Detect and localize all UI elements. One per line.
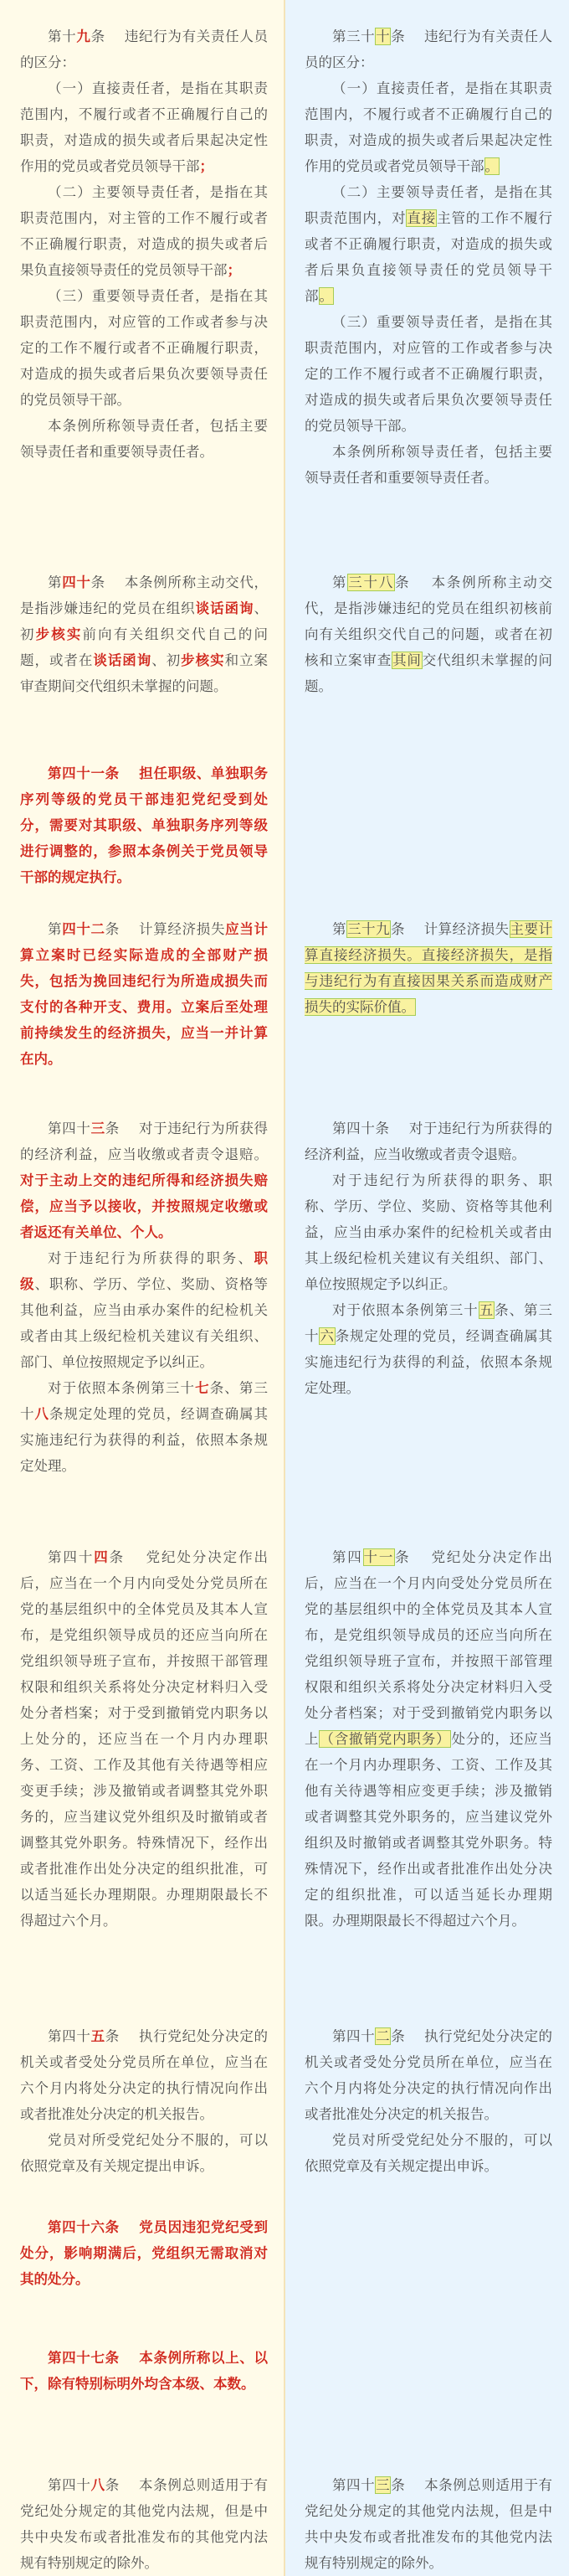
right-article-block [305,2023,552,2179]
article-paragraph [305,1544,552,1934]
left-article-block [20,760,268,890]
changed-text: 步核实 [35,626,83,642]
right-article-block [305,569,552,699]
text-segment: 第四十 [332,2477,376,2493]
text-segment: 条规定处理的党员，经调查确属其实施违纪行为获得的利益，依照本条规定处理。 [305,1328,552,1396]
text-segment: 条 对于违纪行为所获得的经济利益，应当收缴或者责令退赔。 [20,1121,269,1162]
changed-text: 三 [90,1121,105,1136]
highlighted-text: 三 [376,2477,391,2493]
text-segment: 对于依照本条例第三十 [48,1380,196,1396]
changed-text: 步核实 [181,652,225,668]
changed-text: 第四十一条 担任职级、单独职务序列等级的党员干部违犯党纪受到处分，需要对其职级、单独职务序列等级进行调整的，参照本条例关于党员领导干部的规定执行。 [20,765,268,885]
text-segment: 第四十 [48,1121,91,1136]
text-segment: 条 党纪处分决定作出后，应当在一个月内向受处分党员所在党的基层组织中的全体党员及其本人宣布，是党组织领导成员的还应当向所在党组织领导班子宣布，并按照干部管理权限和组织关系将处分决定材料归入受处分者档案；对于受到撤销党内职务以上 [305,1549,553,1747]
text-segment: 条 本条例总则适用于有党纪处分规定的其他党内法规，但是中共中央发布或者批准发布的其他党内法规有特别规定的除外。 [20,2477,269,2571]
text-segment: 条 违纪行为有关责任人员的区分： [20,28,269,70]
text-segment: 条 违纪行为有关责任人员的区分： [305,28,553,70]
changed-text: 八 [90,2477,105,2493]
article-paragraph [305,2472,552,2576]
changed-text: 第四十六条 党员因违犯党纪受到处分，影响期满后，党组织无需取消对其的处分。 [20,2219,268,2287]
text-segment: 第三十 [332,28,376,44]
right-article-block [305,23,552,491]
changed-text: ； [227,262,241,278]
changed-text: 四 [94,1549,110,1565]
text-segment: 、初 [20,600,268,642]
article-paragraph [20,283,268,413]
text-segment: 条规定处理的党员，经调查确属其实施违纪行为获得的利益，依照本条规定处理。 [20,1406,268,1474]
text-segment: 条 本条例所称主动交代，是指涉嫌违纪的党员在组织 [20,574,269,616]
text-segment: 前向有关组织交代自己的问题，或者在 [20,626,269,668]
article-paragraph [20,413,268,465]
changed-text: 谈话函询 [93,652,152,668]
left-article-block [20,1115,268,1479]
text-segment: 党员对所受党纪处分不服的，可以依照党章及有关规定提出申诉。 [20,2132,268,2174]
text-segment: 条 党纪处分决定作出后，应当在一个月内向受处分党员所在党的基层组织中的全体党员及其本人宣布，是党组织领导成员的还应当向所在党组织领导班子宣布，并按照干部管理权限和组织关系将处分决定材料归入受处分者档案；对于受到撤销党内职务以上处分的，还应当在一个月内办理职务、工资、工作及其他有关待遇等相应变更手续；涉及撤销或者调整其党外职务的，应当建议党外组织及时撤销或者调整其党外职务。特殊情况下，经作出或者批准作出处分决定的组织批准，可以适当延长办理期限。办理期限最长不得超过六个月。 [20,1549,269,1929]
text-segment: 条 计算经济损失 [105,921,226,937]
text-segment: （二）主要领导责任者，是指在其职责范围内，对 [305,184,552,226]
changed-text: 四十二 [62,921,105,937]
changed-text: 四十 [62,574,91,590]
text-segment: 交代组织未掌握的问题。 [305,652,552,694]
text-segment: （三）重要领导责任者，是指在其职责范围内，对应管的工作或者参与决定的工作不履行或者不正确履行职责，对造成的损失或者后果负次要领导责任的党员领导干部。 [305,314,552,434]
highlighted-text: 十 [376,28,391,44]
article-paragraph [305,1167,552,1297]
text-segment: 第 [48,921,63,937]
changed-text: 八 [34,1406,49,1422]
article-paragraph [305,2023,552,2127]
highlighted-text: 三十八 [348,574,395,590]
article-paragraph [305,179,552,309]
left-article-block [20,2345,268,2397]
text-segment: 、职称、学历、学位、奖励、资格等其他利益，应当由承办案件的纪检机关或者由其上级纪检机关建议有关组织、部门、单位按照规定予以纠正。 [20,1276,268,1370]
article-paragraph [20,23,268,75]
text-segment: 第十 [48,28,77,44]
left-article-block [20,23,268,465]
article-paragraph [20,2127,268,2179]
changed-text: 职级 [20,1250,268,1292]
article-paragraph [20,179,268,283]
article-paragraph [305,439,552,491]
text-segment: 条 执行党纪处分决定的机关或者受处分党员所在单位，应当在六个月内将处分决定的执行情况向作出或者批准处分决定的机关报告。 [20,2028,269,2122]
highlighted-text: 。 [484,158,499,174]
text-segment: 对于违纪行为所获得的职务、 [48,1250,254,1266]
text-segment: 条、第三十 [20,1380,269,1422]
article-paragraph [20,2472,268,2576]
text-segment: 对于依照本条例第三十 [332,1302,479,1318]
right-article-block [305,916,552,1020]
highlighted-text: 五 [479,1302,495,1318]
changed-text: 七 [195,1380,210,1396]
right-article-block [305,1115,552,1401]
text-segment: 第 [332,921,346,937]
text-segment: 第四十 [48,2028,91,2044]
text-segment: （二）主要领导责任者，是指在其职责范围内，对主管的工作不履行或者不正确履行职责，对造成的损失或者后果负直接领导责任的党员领导干部 [20,184,268,278]
highlighted-text: 。 [319,288,333,304]
article-paragraph [20,75,268,179]
highlighted-text: 直接 [407,210,437,226]
left-article-block [20,916,268,1072]
highlighted-text: 六 [320,1328,335,1344]
article-paragraph [20,1115,268,1245]
changed-text: 五 [90,2028,105,2044]
text-segment: 条 执行党纪处分决定的机关或者受处分党员所在单位，应当在六个月内将处分决定的执行情况向作出或者批准处分决定的机关报告。 [305,2028,553,2122]
highlighted-text: 其间 [392,652,422,668]
text-segment: （一）直接责任者，是指在其职责范围内，不履行或者不正确履行自己的职责，对造成的损失或者后果起决定性作用的党员或者党员领导干部 [20,80,268,174]
text-segment: 第四十 [48,1549,95,1565]
text-segment: 条 本条例总则适用于有党纪处分规定的其他党内法规，但是中共中央发布或者批准发布的其他党内法规有特别规定的除外。 [305,2477,553,2571]
changed-text: 对于主动上交的违纪所得和经济损失赔偿，应当予以接收，并按照规定收缴或者返还有关单位、个人。 [20,1172,268,1240]
text-segment: 、初 [151,652,182,668]
text-segment: 和立案审查期间交代组织未掌握的问题。 [20,652,268,694]
article-paragraph [305,1297,552,1401]
article-paragraph [305,916,552,1020]
text-segment: （一）直接责任者，是指在其职责范围内，不履行或者不正确履行自己的职责，对造成的损失或者后果起决定性作用的党员或者党员领导干部 [305,80,552,174]
article-paragraph [305,309,552,439]
article-paragraph [305,1115,552,1167]
text-segment: 第 [332,574,348,590]
left-article-block [20,569,268,699]
highlighted-text: 三十九 [346,921,390,937]
article-paragraph [20,2214,268,2292]
left-article-block [20,2472,268,2576]
left-article-block [20,2214,268,2292]
text-segment: 主管的工作不履行或者不正确履行职责，对造成的损失或者后果负直接领导责任的党员领导干部 [305,210,552,304]
text-segment: 党员对所受党纪处分不服的，可以依照党章及有关规定提出申诉。 [305,2132,552,2174]
right-article-block [305,1544,552,1934]
highlighted-text: 主要计算直接经济损失。直接经济损失，是指与违纪行为有直接因果关系而造成财产损失的实际价值。 [305,921,553,1015]
article-paragraph [20,569,268,699]
text-segment: 对于违纪行为所获得的职务、职称、学历、学位、奖励、资格等其他利益，应当由承办案件的纪检机关或者由其上级纪检机关建议有关组织、部门、单位按照规定予以纠正。 [305,1172,552,1292]
changed-text: 九 [76,28,91,44]
article-paragraph [20,916,268,1072]
changed-text: ； [199,158,213,174]
text-segment: 第四 [332,1549,363,1565]
changed-text: 应当计算立案时已经实际造成的全部财产损失，包括为挽回违纪行为所造成损失而支付的各种开支、费用。立案后至处理前持续发生的经济损失，应当一并计算在内。 [20,921,269,1067]
article-paragraph [20,760,268,890]
text-segment: 条、第三十 [305,1302,553,1344]
article-paragraph [20,1544,268,1934]
article-paragraph [20,1245,268,1375]
text-segment: 第四十条 对于违纪行为所获得的经济利益，应当收缴或者责令退赔。 [305,1121,552,1162]
column-divider [284,0,285,2576]
article-paragraph [305,75,552,179]
right-article-block [305,2472,552,2576]
left-article-block [20,2023,268,2179]
text-segment: 第四十 [332,2028,376,2044]
changed-text: 谈话函询 [195,600,254,616]
text-segment: 第四十 [48,2477,91,2493]
highlighted-text: 十一 [363,1549,395,1565]
text-segment: 处分的，还应当在一个月内办理职务、工资、工作及其他有关待遇等相应变更手续；涉及撤销或者调整其党外职务的，应当建议党外组织及时撤销或者调整其党外职务。特殊情况下，经作出或者批准作出处分决定的组织批准，可以适当延长办理期限。办理期限最长不得超过六个月。 [305,1731,552,1929]
highlighted-text: 二 [376,2028,391,2044]
article-paragraph [305,569,552,699]
text-segment: 条 计算经济损失 [390,921,510,937]
article-paragraph [305,23,552,75]
changed-text: 第四十七条 本条例所称以上、以下，除有特别标明外均含本级、本数。 [20,2350,268,2392]
article-paragraph [20,2345,268,2397]
text-segment: 第 [48,574,63,590]
text-segment: 本条例所称领导责任者，包括主要领导责任者和重要领导责任者。 [20,418,268,460]
article-paragraph [20,1375,268,1479]
text-segment: 本条例所称领导责任者，包括主要领导责任者和重要领导责任者。 [305,444,552,486]
article-paragraph [20,2023,268,2127]
highlighted-text: （含撤销党内职务） [320,1731,451,1747]
text-segment: 条 本条例所称主动交代，是指涉嫌违纪的党员在组织初核前向有关组织交代自己的问题，或者在初核和立案审查 [305,574,553,668]
left-article-block [20,1544,268,1934]
article-paragraph [305,2127,552,2179]
text-segment: （三）重要领导责任者，是指在其职责范围内，对应管的工作或者参与决定的工作不履行或者不正确履行职责，对造成的损失或者后果负次要领导责任的党员领导干部。 [20,288,268,408]
